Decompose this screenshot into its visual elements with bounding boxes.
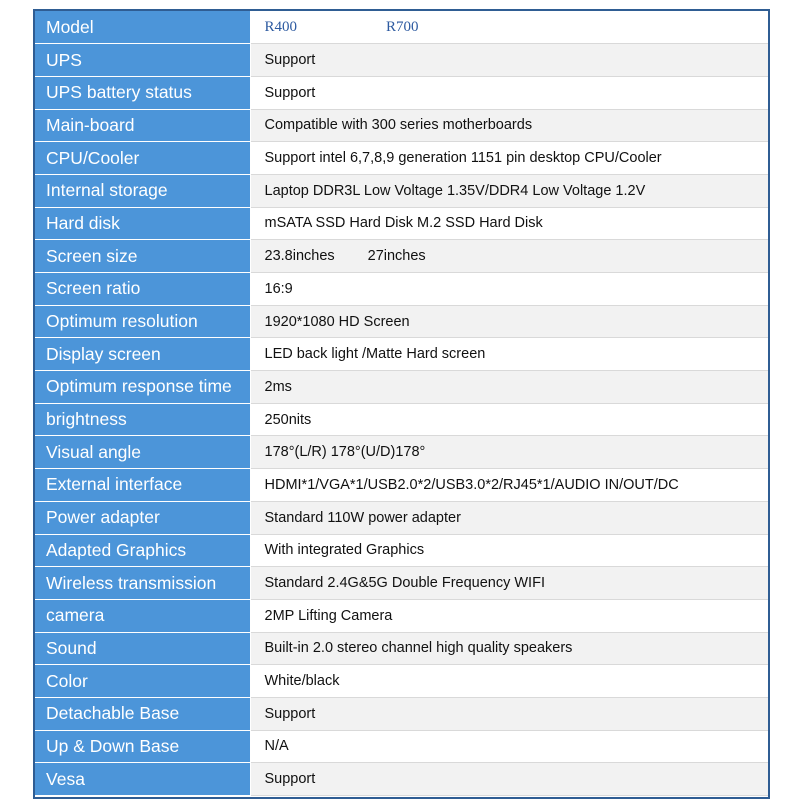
table-row xyxy=(35,632,768,665)
row-value: Standard 2.4G&5G Double Frequency WIFI xyxy=(250,567,768,600)
model-name-r700: R700 xyxy=(386,18,419,35)
row-value: White/black xyxy=(250,665,768,698)
row-value-models xyxy=(250,11,768,44)
table-row xyxy=(35,273,768,306)
row-value: Support xyxy=(250,44,768,77)
row-value: Built-in 2.0 stereo channel high quality speakers xyxy=(250,632,768,665)
row-value-part: 27inches xyxy=(367,248,426,265)
row-label: Sound xyxy=(35,632,250,665)
row-label: External interface xyxy=(35,469,250,502)
table-row xyxy=(35,174,768,207)
row-value: mSATA SSD Hard Disk M.2 SSD Hard Disk xyxy=(250,207,768,240)
row-value: 2ms xyxy=(250,371,768,404)
row-label: Wireless transmission xyxy=(35,567,250,600)
row-label: Adapted Graphics xyxy=(35,534,250,567)
row-label: camera xyxy=(35,599,250,632)
table-row xyxy=(35,599,768,632)
row-label: brightness xyxy=(35,403,250,436)
row-value: 2MP Lifting Camera xyxy=(250,599,768,632)
row-value: Support xyxy=(250,697,768,730)
row-value: LED back light /Matte Hard screen xyxy=(250,338,768,371)
row-value: HDMI*1/VGA*1/USB2.0*2/USB3.0*2/RJ45*1/AUDIO IN/OUT/DC xyxy=(250,469,768,502)
table-row xyxy=(35,240,768,273)
table-row xyxy=(35,469,768,502)
table-row xyxy=(35,501,768,534)
row-label: Display screen xyxy=(35,338,250,371)
row-value: Support xyxy=(250,763,768,796)
table-row xyxy=(35,371,768,404)
row-value: N/A xyxy=(250,730,768,763)
row-value: Standard 110W power adapter xyxy=(250,501,768,534)
table-row xyxy=(35,207,768,240)
row-value: 16:9 xyxy=(250,273,768,306)
row-label: Detachable Base xyxy=(35,697,250,730)
row-label: Color xyxy=(35,665,250,698)
row-label: Vesa xyxy=(35,763,250,796)
table-row xyxy=(35,44,768,77)
row-label: Hard disk xyxy=(35,207,250,240)
table-row xyxy=(35,142,768,175)
row-label-model: Model xyxy=(35,11,250,44)
table-row xyxy=(35,665,768,698)
row-value-part: 23.8inches xyxy=(264,248,335,265)
row-label: Screen ratio xyxy=(35,273,250,306)
row-label: UPS battery status xyxy=(35,76,250,109)
row-label: Main-board xyxy=(35,109,250,142)
table-row xyxy=(35,109,768,142)
table-row xyxy=(35,567,768,600)
table-row xyxy=(35,534,768,567)
row-label: Up & Down Base xyxy=(35,730,250,763)
table-row xyxy=(35,730,768,763)
row-label: Optimum response time xyxy=(35,371,250,404)
table-row xyxy=(35,763,768,796)
row-label: UPS xyxy=(35,44,250,77)
row-value: 250nits xyxy=(250,403,768,436)
row-label: CPU/Cooler xyxy=(35,142,250,175)
table-row xyxy=(35,76,768,109)
row-value: Support xyxy=(250,76,768,109)
row-value xyxy=(250,240,768,273)
spec-sheet xyxy=(33,9,770,799)
table-row xyxy=(35,338,768,371)
row-label: Screen size xyxy=(35,240,250,273)
model-name-r400: R400 xyxy=(264,18,298,35)
table-row xyxy=(35,697,768,730)
row-label: Visual angle xyxy=(35,436,250,469)
row-label: Internal storage xyxy=(35,174,250,207)
row-value: 178°(L/R) 178°(U/D)178° xyxy=(250,436,768,469)
row-value: Compatible with 300 series motherboards xyxy=(250,109,768,142)
row-value: Support intel 6,7,8,9 generation 1151 pin desktop CPU/Cooler xyxy=(250,142,768,175)
row-value: With integrated Graphics xyxy=(250,534,768,567)
row-value: 1920*1080 HD Screen xyxy=(250,305,768,338)
row-value: Laptop DDR3L Low Voltage 1.35V/DDR4 Low Voltage 1.2V xyxy=(250,174,768,207)
table-row xyxy=(35,305,768,338)
row-label: Optimum resolution xyxy=(35,305,250,338)
table-row xyxy=(35,436,768,469)
spec-table xyxy=(35,11,768,796)
row-label: Power adapter xyxy=(35,501,250,534)
table-row-model xyxy=(35,11,768,44)
table-row xyxy=(35,403,768,436)
